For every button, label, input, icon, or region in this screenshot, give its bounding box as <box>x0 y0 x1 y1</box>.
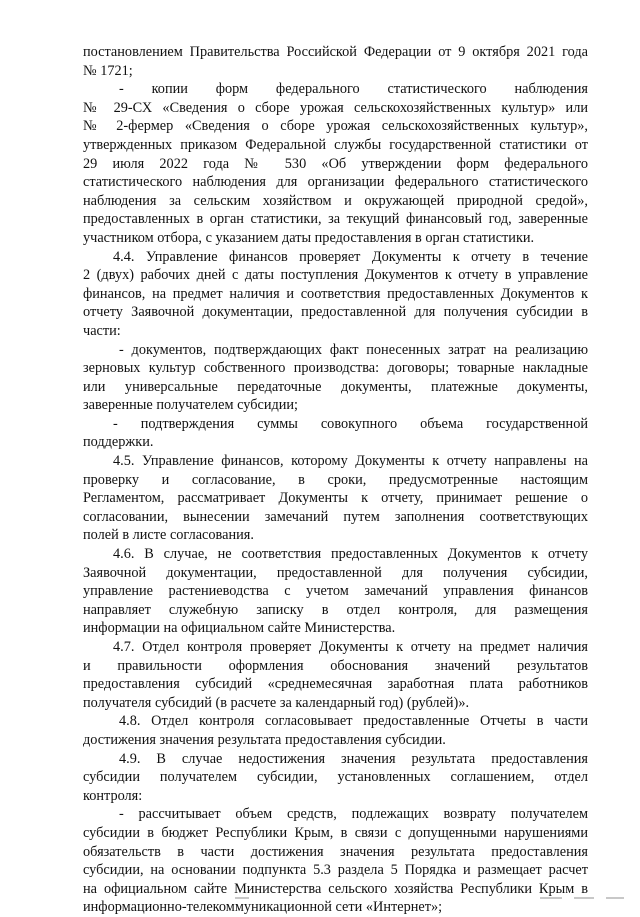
paragraph-government-decree <box>83 43 588 80</box>
text-line: № 29-СХ «Сведения о сборе урожая сельскохозяйственных культур» или <box>83 99 588 116</box>
text-line: статистического наблюдения для организации федерального статистического <box>83 174 588 191</box>
text-line: 4.8. Отдел контроля согласовывает предоставленные Отчеты в части <box>119 713 588 730</box>
document-body <box>83 43 588 917</box>
text-line: управление растениеводства с учетом замечаний управления финансов <box>83 583 588 600</box>
text-line: 4.5. Управление финансов, которому Документы к отчету направлены на <box>113 453 588 470</box>
paragraph-4-6 <box>83 545 588 638</box>
text-line: информационно-телекоммуникационной сети «Интернет»; <box>83 899 443 916</box>
text-line: контроля: <box>83 787 143 804</box>
text-line: субсидии в бюджет Республики Крым, в связи с допущенными нарушениями <box>83 824 588 841</box>
scan-footer-artifacts <box>0 895 640 901</box>
text-line: поддержки. <box>83 434 154 451</box>
text-line: - документов, подтверждающих факт понесенных затрат на реализацию <box>119 341 588 358</box>
text-line: - рассчитывает объем средств, подлежащих возврату получателем <box>119 806 588 823</box>
text-line: заверенные получателем субсидии; <box>83 397 299 414</box>
text-line: 2 (двух) рабочих дней с даты поступления Документов к отчету в управление <box>83 267 588 284</box>
text-line: части: <box>83 322 121 339</box>
text-line: получателя субсидий (в расчете за календарный год) (рублей)». <box>83 694 470 711</box>
paragraph-statistics-forms <box>83 80 588 247</box>
text-line: предоставления субсидий «среднемесячная заработная плата работников <box>83 676 588 693</box>
text-line: участником отбора, с указанием даты предоставления в орган статистики. <box>83 229 535 246</box>
text-line: информации на официальном сайте Министерства. <box>83 620 396 637</box>
text-line: согласовании, вынесении замечаний путем заполнения соответствующих <box>83 508 588 525</box>
text-line: или универсальные передаточные документы, платежные документы, <box>83 378 588 395</box>
text-line: 4.4. Управление финансов проверяет Документы к отчету в течение <box>113 248 588 265</box>
text-line: - копии форм федерального статистического наблюдения <box>119 81 588 98</box>
text-line: субсидии получателем субсидии, установленных соглашением, отдел <box>83 769 588 786</box>
paragraph-state-support <box>83 415 588 452</box>
text-line: 4.6. В случае, не соответствия предоставленных Документов к отчету <box>113 546 588 563</box>
text-line: Регламентом, рассматривает Документы к отчету, принимает решение о <box>83 490 588 507</box>
text-line: отчету Заявочной документации, предоставленной для получения субсидии в <box>83 304 588 321</box>
scan-mark <box>574 897 594 899</box>
paragraph-4-7 <box>83 638 588 712</box>
text-line: достижения значения результата предоставления субсидии. <box>83 731 446 748</box>
text-line: на официальном сайте Министерства сельского хозяйства Республики Крым в <box>83 880 588 897</box>
text-line: № 2-фермер «Сведения о сборе урожая сельскохозяйственных культур», <box>83 118 588 135</box>
text-line: финансов, на предмет наличия и соответствия предоставленных Документов к <box>83 285 588 302</box>
paragraph-4-4 <box>83 248 588 341</box>
text-line: наблюдения за сельским хозяйством и окружающей природной средой», <box>83 192 588 209</box>
text-line: обязательств в части достижения значения результата предоставления <box>83 843 588 860</box>
text-line: предоставленных в орган статистики, за текущий финансовый год, заверенные <box>83 211 588 228</box>
scan-mark <box>235 897 249 899</box>
text-line: Заявочной документации, предоставленной для получения субсидии, <box>83 564 588 581</box>
text-line: и правильности оформления обоснования значений результатов <box>83 657 588 674</box>
text-line: постановлением Правительства Российской Федерации от 9 октября 2021 года <box>83 44 588 60</box>
scan-mark <box>540 897 562 899</box>
text-line: - подтверждения суммы совокупного объема государственной <box>113 415 588 432</box>
text-line: полей в листе согласования. <box>83 527 254 544</box>
paragraph-cost-documents <box>83 341 588 415</box>
text-line: проверку и согласование, в сроки, предусмотренные настоящим <box>83 471 588 488</box>
paragraph-4-9 <box>83 750 588 806</box>
text-line: зерновых культур собственного производства: договоры; товарные накладные <box>83 360 588 377</box>
text-line: 4.7. Отдел контроля проверяет Документы к отчету на предмет наличия <box>113 639 588 655</box>
text-line: 29 июля 2022 года № 530 «Об утверждении форм федерального <box>83 155 588 172</box>
paragraph-4-5 <box>83 452 588 545</box>
text-line: 4.9. В случае недостижения значения результата предоставления <box>119 750 588 767</box>
paragraph-4-8 <box>83 712 588 749</box>
text-line: направляет служебную записку в отдел контроля, для размещения <box>83 601 588 618</box>
text-line: № 1721; <box>83 62 133 79</box>
text-line: утвержденных приказом Федеральной службы государственной статистики от <box>83 136 588 153</box>
text-line: субсидии, на основании подпункта 5.3 раздела 5 Порядка и размещает расчет <box>83 862 588 879</box>
scan-mark <box>606 897 624 899</box>
